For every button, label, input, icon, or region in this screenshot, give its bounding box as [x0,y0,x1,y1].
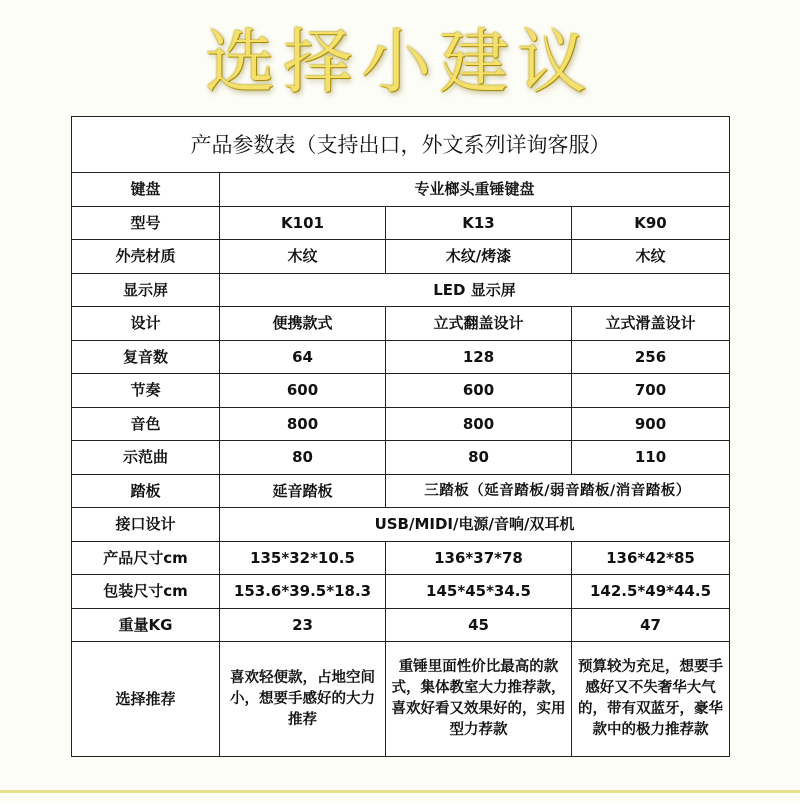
page-heading [0,6,800,106]
cell-value: 三踏板（延音踏板/弱音踏板/消音踏板） [386,474,730,508]
row-label: 设计 [72,307,220,341]
recommend-note-k90: 预算较为充足，想要手感好又不失奢华大气的，带有双蓝牙，豪华款中的极力推荐款 [572,642,730,757]
cell-value: 木纹 [220,240,386,274]
cell-value: USB/MIDI/电源/音响/双耳机 [220,508,730,542]
table-row [72,206,730,240]
table-row [72,340,730,374]
table-row [72,508,730,542]
cell-value: 45 [386,608,572,642]
table-row [72,575,730,609]
row-label: 复音数 [72,340,220,374]
cell-value: 256 [572,340,730,374]
table-row [72,307,730,341]
row-label: 接口设计 [72,508,220,542]
cell-value: LED 显示屏 [220,273,730,307]
row-label: 示范曲 [72,441,220,475]
row-label: 外壳材质 [72,240,220,274]
cell-value: 600 [220,374,386,408]
page-heading-text: 选择小建议 [205,20,595,103]
row-label: 重量KG [72,608,220,642]
recommend-note-k101: 喜欢轻便款，占地空间小，想要手感好的大力推荐 [220,642,386,757]
row-label: 踏板 [72,474,220,508]
cell-value: 木纹/烤漆 [386,240,572,274]
cell-value: 便携款式 [220,307,386,341]
cell-value: 延音踏板 [220,474,386,508]
row-label: 型号 [72,206,220,240]
cell-value: 800 [220,407,386,441]
table-row [72,474,730,508]
row-label: 键盘 [72,173,220,207]
cell-value: 135*32*10.5 [220,541,386,575]
cell-value: 110 [572,441,730,475]
cell-value: 80 [220,441,386,475]
cell-value: 128 [386,340,572,374]
cell-value: 600 [386,374,572,408]
table-row [72,608,730,642]
table-row [72,240,730,274]
cell-value: 900 [572,407,730,441]
cell-value: 700 [572,374,730,408]
table-row [72,642,730,757]
row-label: 显示屏 [72,273,220,307]
table-row [72,541,730,575]
cell-value: 136*37*78 [386,541,572,575]
cell-value: 80 [386,441,572,475]
cell-value: 23 [220,608,386,642]
cell-value: 木纹 [572,240,730,274]
spec-table [71,116,730,757]
cell-value: 153.6*39.5*18.3 [220,575,386,609]
row-label: 包装尺寸cm [72,575,220,609]
table-row [72,441,730,475]
table-row [72,407,730,441]
cell-value: 立式翻盖设计 [386,307,572,341]
cell-value: 800 [386,407,572,441]
row-label: 选择推荐 [72,642,220,757]
cell-value: 136*42*85 [572,541,730,575]
bottom-divider [0,790,800,793]
cell-value: 142.5*49*44.5 [572,575,730,609]
cell-value: 64 [220,340,386,374]
cell-value: 立式滑盖设计 [572,307,730,341]
cell-value: K101 [220,206,386,240]
table-row [72,374,730,408]
cell-value: K13 [386,206,572,240]
cell-value: 47 [572,608,730,642]
recommend-note-k13: 重锤里面性价比最高的款式，集体教室大力推荐款，喜欢好看又效果好的，实用型力荐款 [386,642,572,757]
row-label: 产品尺寸cm [72,541,220,575]
row-label: 音色 [72,407,220,441]
table-caption: 产品参数表（支持出口，外文系列详询客服） [72,117,730,173]
table-row [72,273,730,307]
cell-value: 专业榔头重锤键盘 [220,173,730,207]
table-row [72,173,730,207]
cell-value: K90 [572,206,730,240]
cell-value: 145*45*34.5 [386,575,572,609]
row-label: 节奏 [72,374,220,408]
